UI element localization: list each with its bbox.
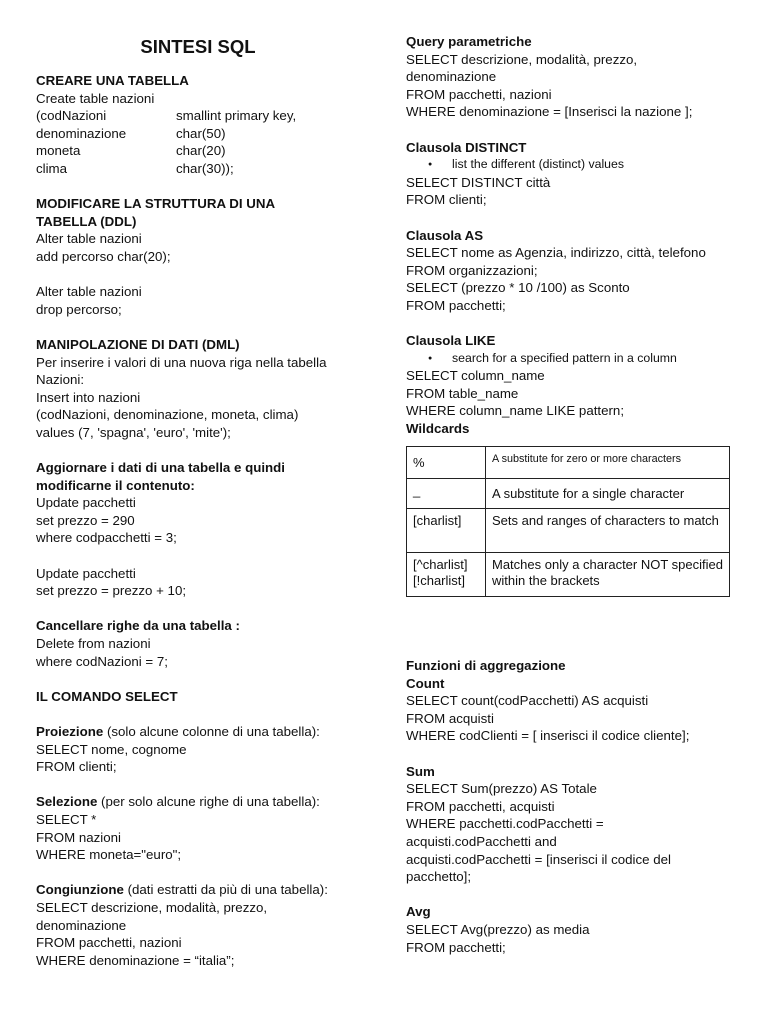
text-line: where codNazioni = 7; [36, 653, 168, 669]
section-heading-update: Aggiornare i dati di una tabella e quindi [36, 460, 285, 476]
text-line: FROM pacchetti, nazioni [36, 935, 182, 951]
text-line: acquisti.codPacchetti and [406, 833, 557, 849]
avg-heading: Avg [406, 904, 431, 920]
column-type: char(20) [176, 143, 226, 159]
text-line: Alter table nazioni [36, 284, 142, 300]
text-line: WHERE codClienti = [ inserisci il codice cliente]; [406, 728, 690, 744]
text-line: FROM clienti; [36, 759, 117, 775]
section-heading-aggregation: Funzioni di aggregazione [406, 658, 566, 673]
projection-intro [36, 723, 376, 741]
section-heading-delete: Cancellare righe da una tabella : [36, 618, 240, 634]
text-line: SELECT * [36, 811, 97, 827]
projection-label: Proiezione [36, 723, 104, 739]
column-name: moneta [36, 143, 81, 159]
table-row [407, 508, 730, 552]
text-line: SELECT column_name [406, 368, 545, 384]
selection-label: Selezione [36, 794, 98, 810]
text-line: where codpacchetti = 3; [36, 530, 177, 546]
text-line: SELECT Avg(prezzo) as media [406, 921, 590, 937]
text-line: Per inserire i valori di una nuova riga nella tabella [36, 354, 327, 370]
text-line: WHERE column_name LIKE pattern; [406, 403, 625, 419]
text-line: denominazione [36, 917, 127, 933]
section-heading-like: Clausola LIKE [406, 333, 496, 349]
text-line: acquisti.codPacchetti = [inserisci il codice del [406, 851, 671, 867]
text-line: SELECT (prezzo * 10 /100) as Sconto [406, 280, 630, 296]
text-line: FROM pacchetti; [406, 939, 506, 955]
join-desc: (dati estratti da più di una tabella): [123, 882, 328, 898]
column-definition-row [36, 160, 376, 178]
column-name: denominazione [36, 125, 127, 141]
section-heading-alter: MODIFICARE LA STRUTTURA DI UNA [36, 196, 276, 212]
column-name: clima [36, 160, 68, 176]
text-line: Create table nazioni [36, 90, 155, 106]
column-definition-row [36, 142, 376, 160]
text-line: Delete from nazioni [36, 636, 151, 651]
text-line: FROM pacchetti, nazioni [406, 86, 552, 102]
section-heading-create: CREARE UNA TABELLA [36, 73, 189, 88]
text-line: Alter table nazioni [36, 231, 142, 247]
column-type: smallint primary key, [176, 108, 297, 124]
section-heading-alter-cont: TABELLA (DDL) [36, 213, 137, 229]
text-line: Update pacchetti [36, 565, 136, 581]
column-definition-row [36, 107, 376, 125]
section-heading-dml: MANIPOLAZIONE DI DATI (DML) [36, 336, 240, 352]
bullet-text: search for a specified pattern in a column [452, 350, 677, 365]
section-heading-update-cont: modificarne il contenuto: [36, 477, 195, 493]
wildcard-symbol: [^charlist] [!charlist] [407, 552, 486, 596]
bullet-item [406, 350, 736, 368]
text-line: pacchetto]; [406, 869, 472, 885]
text-line: set prezzo = prezzo + 10; [36, 583, 187, 599]
column-type: char(50) [176, 125, 226, 141]
table-row [407, 478, 730, 508]
selection-intro [36, 793, 376, 811]
join-label: Congiunzione [36, 882, 124, 898]
text-line: SELECT DISTINCT città [406, 174, 551, 190]
text-line: FROM table_name [406, 385, 519, 401]
text-line: denominazione [406, 69, 497, 85]
text-line: Insert into nazioni [36, 389, 141, 405]
join-intro [36, 881, 376, 899]
count-heading: Count [406, 675, 445, 691]
text-line: SELECT Sum(prezzo) AS Totale [406, 781, 597, 797]
section-heading-select: IL COMANDO SELECT [36, 688, 178, 704]
text-line: FROM acquisti [406, 710, 494, 726]
column-definition-row [36, 125, 376, 143]
page-title: SINTESI SQL [140, 36, 256, 57]
text-line: WHERE moneta="euro"; [36, 847, 182, 863]
wildcard-symbol: _ [407, 478, 486, 508]
aggregation-section [406, 657, 736, 956]
bullet-item [406, 156, 736, 174]
text-line: values (7, 'spagna', 'euro', 'mite'); [36, 424, 231, 440]
text-line: Nazioni: [36, 372, 85, 388]
table-row [407, 552, 730, 596]
text-line: WHERE denominazione = “italia”; [36, 952, 235, 968]
text-line: set prezzo = 290 [36, 512, 135, 528]
text-line: FROM pacchetti; [406, 297, 506, 313]
column-type: char(30)); [176, 160, 234, 176]
text-line: Update pacchetti [36, 495, 136, 511]
column-name: (codNazioni [36, 108, 107, 124]
text-line: SELECT nome as Agenzia, indirizzo, città, telefono [406, 245, 706, 261]
text-line: SELECT descrizione, modalità, prezzo, [36, 899, 268, 915]
text-line: SELECT count(codPacchetti) AS acquisti [406, 693, 649, 709]
text-line: WHERE pacchetti.codPacchetti = [406, 816, 604, 832]
text-line: drop percorso; [36, 301, 122, 317]
projection-desc: (solo alcune colonne di una tabella): [103, 723, 320, 739]
table-row [407, 446, 730, 478]
text-line: SELECT descrizione, modalità, prezzo, [406, 51, 638, 67]
text-line: SELECT nome, cognome [36, 741, 187, 757]
right-column [406, 33, 736, 597]
text-line: FROM clienti; [406, 192, 487, 208]
section-heading-distinct: Clausola DISTINCT [406, 139, 527, 155]
text-line: FROM organizzazioni; [406, 262, 538, 278]
section-heading-as: Clausola AS [406, 227, 484, 243]
text-line: add percorso char(20); [36, 248, 171, 264]
sum-heading: Sum [406, 763, 435, 779]
wildcard-description: A substitute for zero or more characters [486, 446, 730, 478]
wildcard-description: Matches only a character NOT specified within the brackets [486, 552, 730, 596]
text-line: FROM pacchetti, acquisti [406, 798, 555, 814]
text-line: (codNazioni, denominazione, moneta, clima) [36, 407, 299, 423]
wildcards-table [406, 446, 730, 597]
wildcard-description: Sets and ranges of characters to match [486, 508, 730, 552]
wildcard-description: A substitute for a single character [486, 478, 730, 508]
wildcards-heading: Wildcards [406, 421, 470, 437]
bullet-text: list the different (distinct) values [452, 157, 625, 172]
section-heading-param: Query parametriche [406, 34, 532, 49]
left-column [36, 72, 376, 969]
text-line: WHERE denominazione = [Inserisci la nazione ]; [406, 104, 693, 120]
selection-desc: (per solo alcune righe di una tabella): [97, 794, 320, 810]
wildcard-symbol: % [407, 446, 486, 478]
text-line: FROM nazioni [36, 829, 121, 845]
wildcard-symbol: [charlist] [407, 508, 486, 552]
